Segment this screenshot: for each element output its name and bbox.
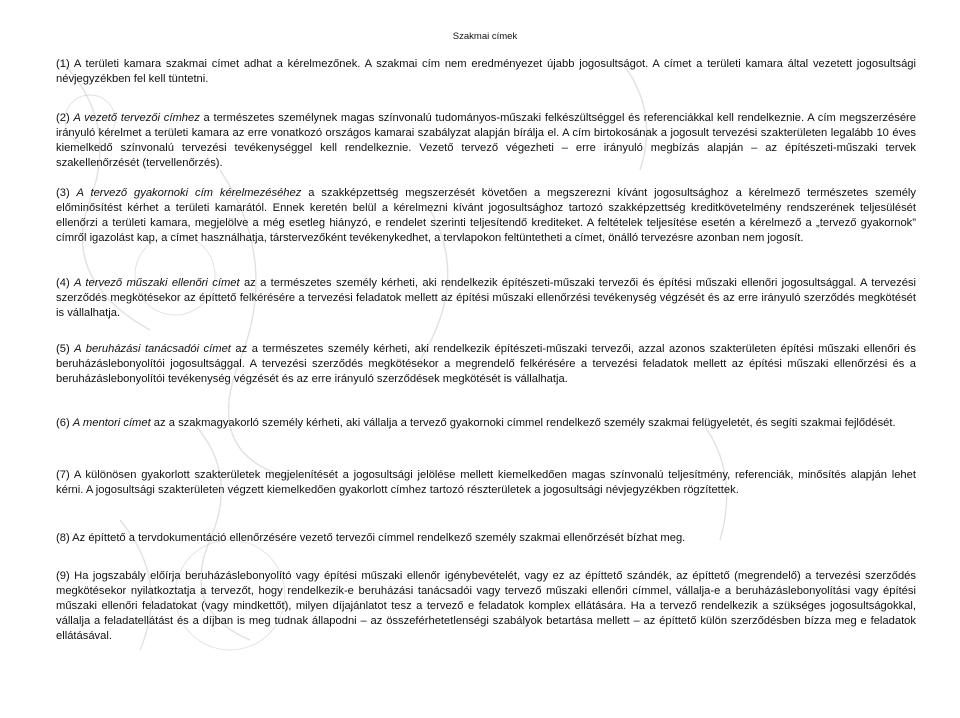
paragraph-text: (2)	[56, 112, 74, 124]
paragraph-text: (9) Ha jogszabály előírja beruházáslebonyolító vagy építési műszaki ellenőr igénybevételét, vagy ez az építtető szándék, az építtető (megrendelő) a tervezési szerződés megkötésekor nyilatkoztatja a tervezőt, hogy rendelkezik-e beruházási tanácsadói vagy tervező műszaki ellenőri címmel, vállalja-e a beruházáslebonyolítási vagy építési műszaki ellenőri feladatokat (vagy mindkettőt), milyen díjajánlatot tesz a tervező e feladatok komplex ellátására. Ha a tervező rendelkezik a szükséges jogosultságokkal, vállalja a feladatellátást és a díjban is meg tudnak állapodni – az összeférhetetlenségi szabályok betartása mellett – az építtető külön szerződésben bízza meg e feladatok ellátásával.	[56, 570, 916, 642]
paragraph-text: az a természetes személy kérheti, aki rendelkezik építészeti-műszaki tervezői és építési műszaki ellenőri jogosultsággal. A tervezési szerződés megkötésekor az építtető felkérésére a tervezési feladatok mellett az építési műszaki ellenőrzési tevékenység végzését és az erre irányuló szerződés megkötését is vállalhatja.	[56, 277, 916, 319]
paragraph-9	[56, 569, 916, 644]
paragraph-text: (7) A különösen gyakorlott szakterületek megjelenítését a jogosultsági jelölése mellett kiemelkedően magas színvonalú teljesítmény, referenciák, minősítés alapján lehet kérni. A jogosultsági szakterületen végzett kiemelkedően gyakorlott címhez tartozó részterületek a jogosultsági névjegyzékben rögzítettek.	[56, 469, 916, 496]
italic-term: A mentori címet	[72, 417, 151, 429]
paragraph-text: a szakképzettség megszerzését követően a megszerezni kívánt jogosultsághoz a kérelmező természetes személy előminősítést kérhet a területi kamarától. Ennek keretén belül a kérelmezni kívánt jogosultsághoz tartozó szakképzettség kreditkövetelmény rendszerének teljesülését ellenőrzi a területi kamara, megjelölve a még esetleg hiányzó, e rendelet szerinti teljesítendő krediteket. A feltételek teljesítése esetén a kérelmező a „tervező gyakornok” címről igazolást kap, a címet használhatja, társtervezőként tevékenykedhet, a tervlapokon feltüntetheti a címet, önálló tervezésre azonban nem jogosít.	[56, 187, 917, 244]
paragraph-text: az a természetes személy kérheti, aki rendelkezik építészeti-műszaki tervezői, azzal azonos szakterületen építési műszaki ellenőri és beruházáslebonyolítói jogosultsággal. A tervezési szerződés megkötésekor a megrendelő felkérésére a tervezési feladatok mellett az építési műszaki ellenőrzési és a beruházáslebonyolítói tevékenység végzését és az erre irányuló szerződések megkötését is vállalhatja.	[56, 343, 916, 385]
italic-term: A vezető tervezői címhez	[73, 112, 200, 124]
paragraph-text: (4)	[56, 277, 75, 289]
paragraph-text: (5)	[56, 343, 75, 355]
page-title: Szakmai címek	[452, 31, 518, 42]
paragraph-3	[56, 186, 916, 246]
paragraph-2	[56, 111, 916, 171]
paragraph-1	[56, 57, 916, 87]
italic-term: A beruházási tanácsadói címet	[74, 343, 231, 355]
paragraph-text: (8) Az építtető a tervdokumentáció ellenőrzésére vezető tervezői címmel rendelkező személy szakmai ellenőrzését bízhat meg.	[56, 532, 686, 544]
italic-term: A tervező műszaki ellenőri címet	[74, 277, 240, 289]
paragraph-text: az a szakmagyakorló személy kérheti, aki vállalja a tervező gyakornoki címmel rendelkező személy szakmai felügyeletét, és segíti szakmai fejlődését.	[150, 417, 896, 429]
paragraph-5	[56, 342, 916, 387]
italic-term: A tervező gyakornoki cím kérelmezéséhez	[76, 187, 302, 199]
paragraph-8	[56, 531, 916, 546]
paragraph-text: (1) A területi kamara szakmai címet adhat a kérelmezőnek. A szakmai cím nem eredményezet újabb jogosultságot. A címet a területi kamara által vezetett jogosultsági névjegyzékben fel kell tüntetni.	[56, 58, 916, 85]
paragraph-text: (6)	[56, 417, 73, 429]
paragraph-4	[56, 276, 916, 321]
paragraph-text: a természetes személynek magas színvonalú tudományos-műszaki felkészültséggel és referenciákkal kell rendelkeznie. A cím megszerzésére irányuló kérelmet a területi kamara az erre vonatkozó országos kamarai szabályzat alapján bírálja el. A cím birtokosának a jogosult tervezési szakterületen legalább 10 éves kiemelkedő színvonalú tervezési tevékenységgel kell rendelkeznie. Vezető tervező végezheti – erre irányuló megbízás alapján – az építészeti-műszaki tervek szakellenőrzését (tervellenőrzés).	[56, 112, 916, 169]
paragraph-text: (3)	[56, 187, 77, 199]
paragraph-6	[56, 416, 916, 431]
paragraph-7	[56, 468, 916, 498]
